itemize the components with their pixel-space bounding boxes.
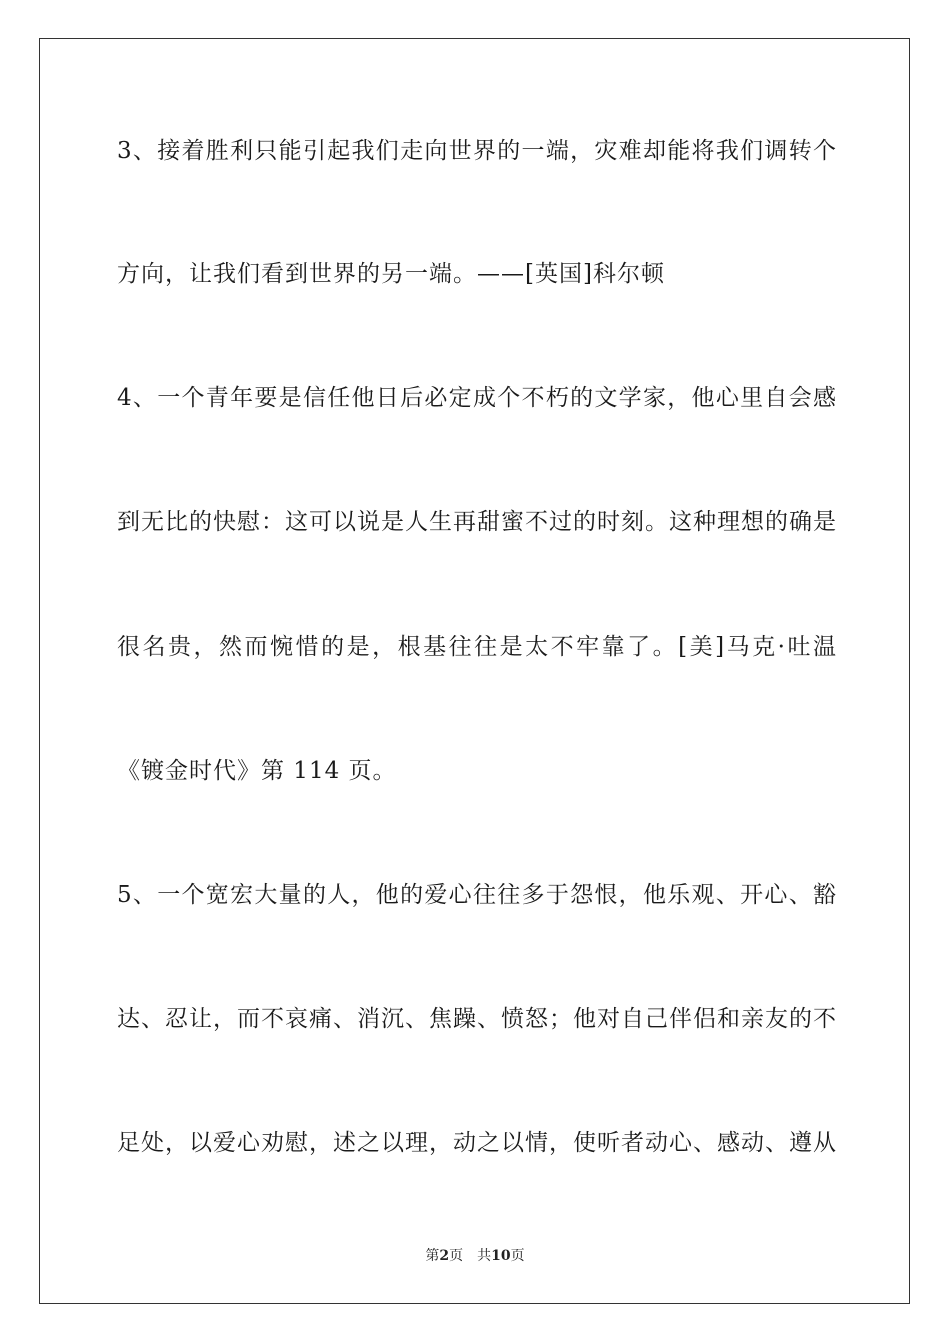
total-prefix: 共 xyxy=(477,1248,492,1264)
paragraph-4-line-4: 《镀金时代》第 114 页。 xyxy=(117,758,397,784)
paragraph-3-line-2: 方向，让我们看到世界的另一端。——[英国]科尔顿 xyxy=(117,261,665,287)
total-pages: 10 xyxy=(491,1248,511,1264)
paragraph-3-line-1: 3、接着胜利只能引起我们走向世界的一端，灾难却能将我们调转个 xyxy=(117,138,837,164)
paragraph-4-line-3: 很名贵，然而惋惜的是，根基往往是太不牢靠了。[美]马克·吐温 xyxy=(117,634,837,660)
page-prefix: 第 xyxy=(425,1248,440,1264)
page-border xyxy=(39,38,910,1304)
paragraph-5-line-2: 达、忍让，而不哀痛、消沉、焦躁、愤怒；他对自己伴侣和亲友的不 xyxy=(117,1006,837,1032)
page-suffix: 页 xyxy=(449,1248,464,1264)
total-suffix: 页 xyxy=(510,1248,525,1264)
paragraph-4-line-1: 4、一个青年要是信任他日后必定成个不朽的文学家，他心里自会感 xyxy=(117,385,837,411)
page-footer xyxy=(0,1247,950,1265)
paragraph-5-line-1: 5、一个宽宏大量的人，他的爱心往往多于怨恨，他乐观、开心、豁 xyxy=(117,882,837,908)
paragraph-5-line-3: 足处，以爱心劝慰，述之以理，动之以情，使听者动心、感动、遵从 xyxy=(117,1130,837,1156)
paragraph-4-line-2: 到无比的快慰：这可以说是人生再甜蜜不过的时刻。这种理想的确是 xyxy=(117,509,837,535)
page-number: 2 xyxy=(439,1248,450,1264)
